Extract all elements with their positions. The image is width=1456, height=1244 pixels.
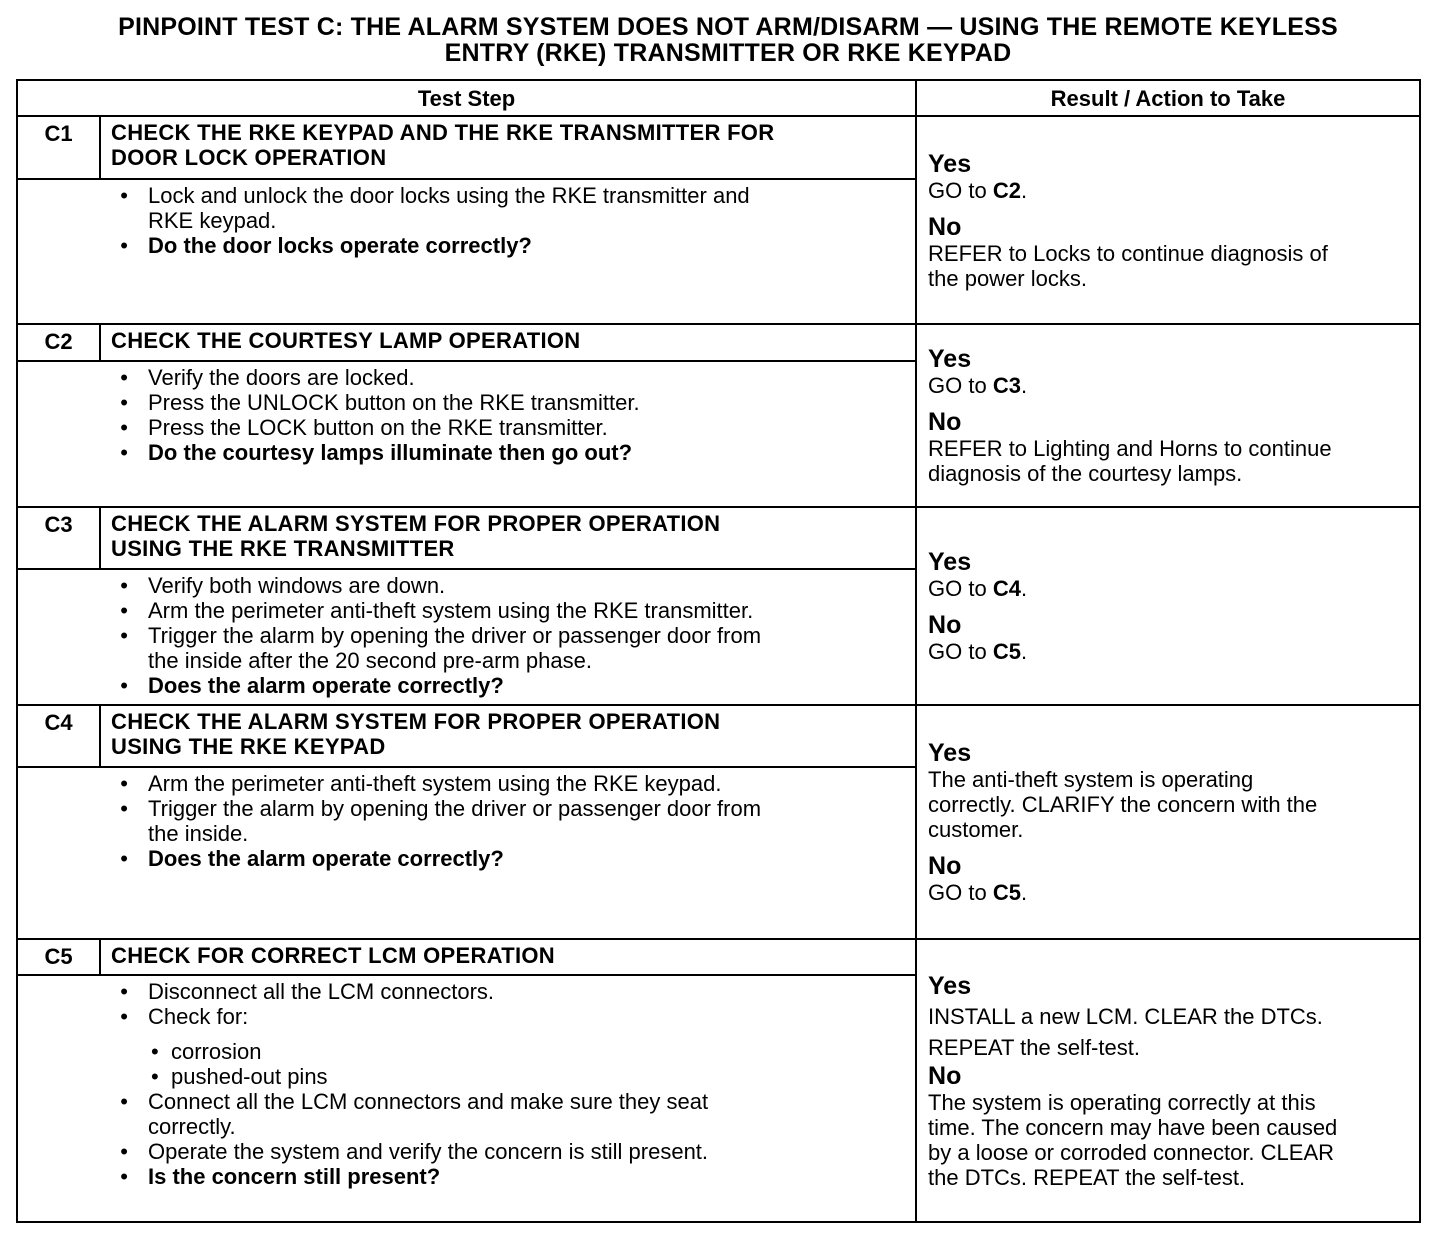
step-instructions	[17, 767, 916, 939]
step-c4-title-row	[17, 705, 1420, 767]
sub-bullet-item: • corrosion	[151, 1039, 262, 1064]
bullet-item: • Check for:	[120, 1004, 249, 1029]
header-row	[17, 80, 1420, 116]
bullet-item: • Disconnect all the LCM connectors.	[120, 979, 495, 1004]
step-title	[100, 705, 916, 767]
step-id: C1	[17, 116, 100, 179]
step-id: C2	[17, 324, 100, 361]
goto-ref: C3	[992, 373, 1021, 398]
step-id: C4	[17, 705, 100, 767]
bullet-item: • Trigger the alarm by opening the driver or passenger door from the inside after the 20 second pre-arm phase.	[120, 623, 762, 673]
step-title-line: USING THE RKE TRANSMITTER	[111, 536, 455, 561]
step-instructions	[17, 975, 916, 1222]
bullet-item: • Lock and unlock the door locks using the RKE transmitter and RKE keypad.	[120, 183, 750, 233]
bullet-question: • Does the alarm operate correctly?	[120, 846, 504, 871]
bullet-item: • Trigger the alarm by opening the driver or passenger door from the inside.	[120, 796, 762, 846]
bullet-question: • Do the door locks operate correctly?	[120, 233, 532, 258]
step-c3-title-row	[17, 507, 1420, 569]
no-label: No	[928, 212, 962, 241]
yes-label: Yes	[928, 548, 972, 576]
title-line-1: PINPOINT TEST C: THE ALARM SYSTEM DOES NOT ARM/DISARM — USING THE REMOTE KEYLESS	[118, 13, 1338, 41]
step-instructions	[17, 569, 916, 705]
bullet-item: • Verify both windows are down.	[120, 573, 446, 598]
no-action: REFER to Locks to continue diagnosis of the power locks.	[928, 240, 1328, 291]
step-instructions	[17, 361, 916, 507]
page-title	[0, 14, 1456, 66]
no-label: No	[928, 852, 962, 880]
step-c5-result	[916, 939, 1420, 1222]
step-title: CHECK THE COURTESY LAMP OPERATION	[100, 324, 916, 361]
goto-ref: C5	[992, 639, 1021, 664]
no-action: GO to C5.	[928, 880, 1028, 905]
step-title-line: CHECK THE ALARM SYSTEM FOR PROPER OPERATION	[111, 709, 721, 734]
bullet-item: • Connect all the LCM connectors and make sure they seat correctly.	[120, 1089, 709, 1139]
step-c5-title-row	[17, 939, 1420, 975]
yes-action: GO to C3.	[928, 373, 1028, 398]
step-c4-result	[916, 705, 1420, 939]
bullet-question: • Do the courtesy lamps illuminate then go out?	[120, 440, 633, 465]
step-id: C5	[17, 939, 100, 975]
step-c3-result	[916, 507, 1420, 705]
yes-action: GO to C4.	[928, 576, 1028, 601]
no-label: No	[928, 1061, 962, 1090]
no-action: GO to C5.	[928, 639, 1028, 664]
yes-action: The anti-theft system is operating correctly. CLARIFY the concern with the customer.	[928, 767, 1318, 842]
step-title-line: CHECK THE RKE KEYPAD AND THE RKE TRANSMITTER FOR	[111, 120, 775, 145]
bullet-item: • Press the LOCK button on the RKE transmitter.	[120, 415, 608, 440]
step-c1-title-row	[17, 116, 1420, 179]
yes-label: Yes	[928, 971, 972, 1000]
step-title	[100, 507, 916, 569]
yes-label: Yes	[928, 345, 972, 373]
step-title-line: DOOR LOCK OPERATION	[111, 145, 387, 170]
bullet-item: • Verify the doors are locked.	[120, 365, 415, 390]
bullet-item: • Operate the system and verify the concern is still present.	[120, 1139, 709, 1164]
yes-action: GO to C2.	[928, 177, 1028, 203]
step-title-line: CHECK THE ALARM SYSTEM FOR PROPER OPERATION	[111, 511, 721, 536]
pinpoint-test-table	[16, 79, 1421, 1223]
bullet-question: • Does the alarm operate correctly?	[120, 673, 504, 698]
no-action: REFER to Lighting and Horns to continue diagnosis of the courtesy lamps.	[928, 436, 1332, 486]
yes-label: Yes	[928, 149, 972, 178]
sub-bullet-item: • pushed-out pins	[151, 1064, 328, 1089]
step-title	[100, 116, 916, 179]
bullet-item: • Arm the perimeter anti-theft system using the RKE transmitter.	[120, 598, 754, 623]
no-label: No	[928, 611, 962, 639]
bullet-item: • Arm the perimeter anti-theft system using the RKE keypad.	[120, 771, 722, 796]
step-id: C3	[17, 507, 100, 569]
goto-ref: C2	[992, 177, 1021, 203]
step-title-line: USING THE RKE KEYPAD	[111, 734, 386, 759]
header-result: Result / Action to Take	[916, 80, 1420, 116]
step-c1-result	[916, 116, 1420, 324]
goto-ref: C4	[992, 576, 1021, 601]
yes-action: INSTALL a new LCM. CLEAR the DTCs. REPEAT the self-test.	[928, 1003, 1323, 1060]
header-test-step: Test Step	[17, 80, 916, 116]
step-c2-result	[916, 324, 1420, 507]
yes-label: Yes	[928, 739, 972, 767]
step-title: CHECK FOR CORRECT LCM OPERATION	[100, 939, 916, 975]
no-label: No	[928, 408, 962, 436]
step-instructions	[17, 179, 916, 324]
bullet-question: • Is the concern still present?	[120, 1164, 441, 1189]
no-action: The system is operating correctly at this time. The concern may have been caused by a loose or corroded connector. CLEAR the DTCs. REPEAT the self-test.	[928, 1089, 1338, 1190]
step-c2-title-row	[17, 324, 1420, 361]
bullet-item: • Press the UNLOCK button on the RKE transmitter.	[120, 390, 640, 415]
title-line-2: ENTRY (RKE) TRANSMITTER OR RKE KEYPAD	[444, 39, 1012, 67]
goto-ref: C5	[992, 880, 1021, 905]
